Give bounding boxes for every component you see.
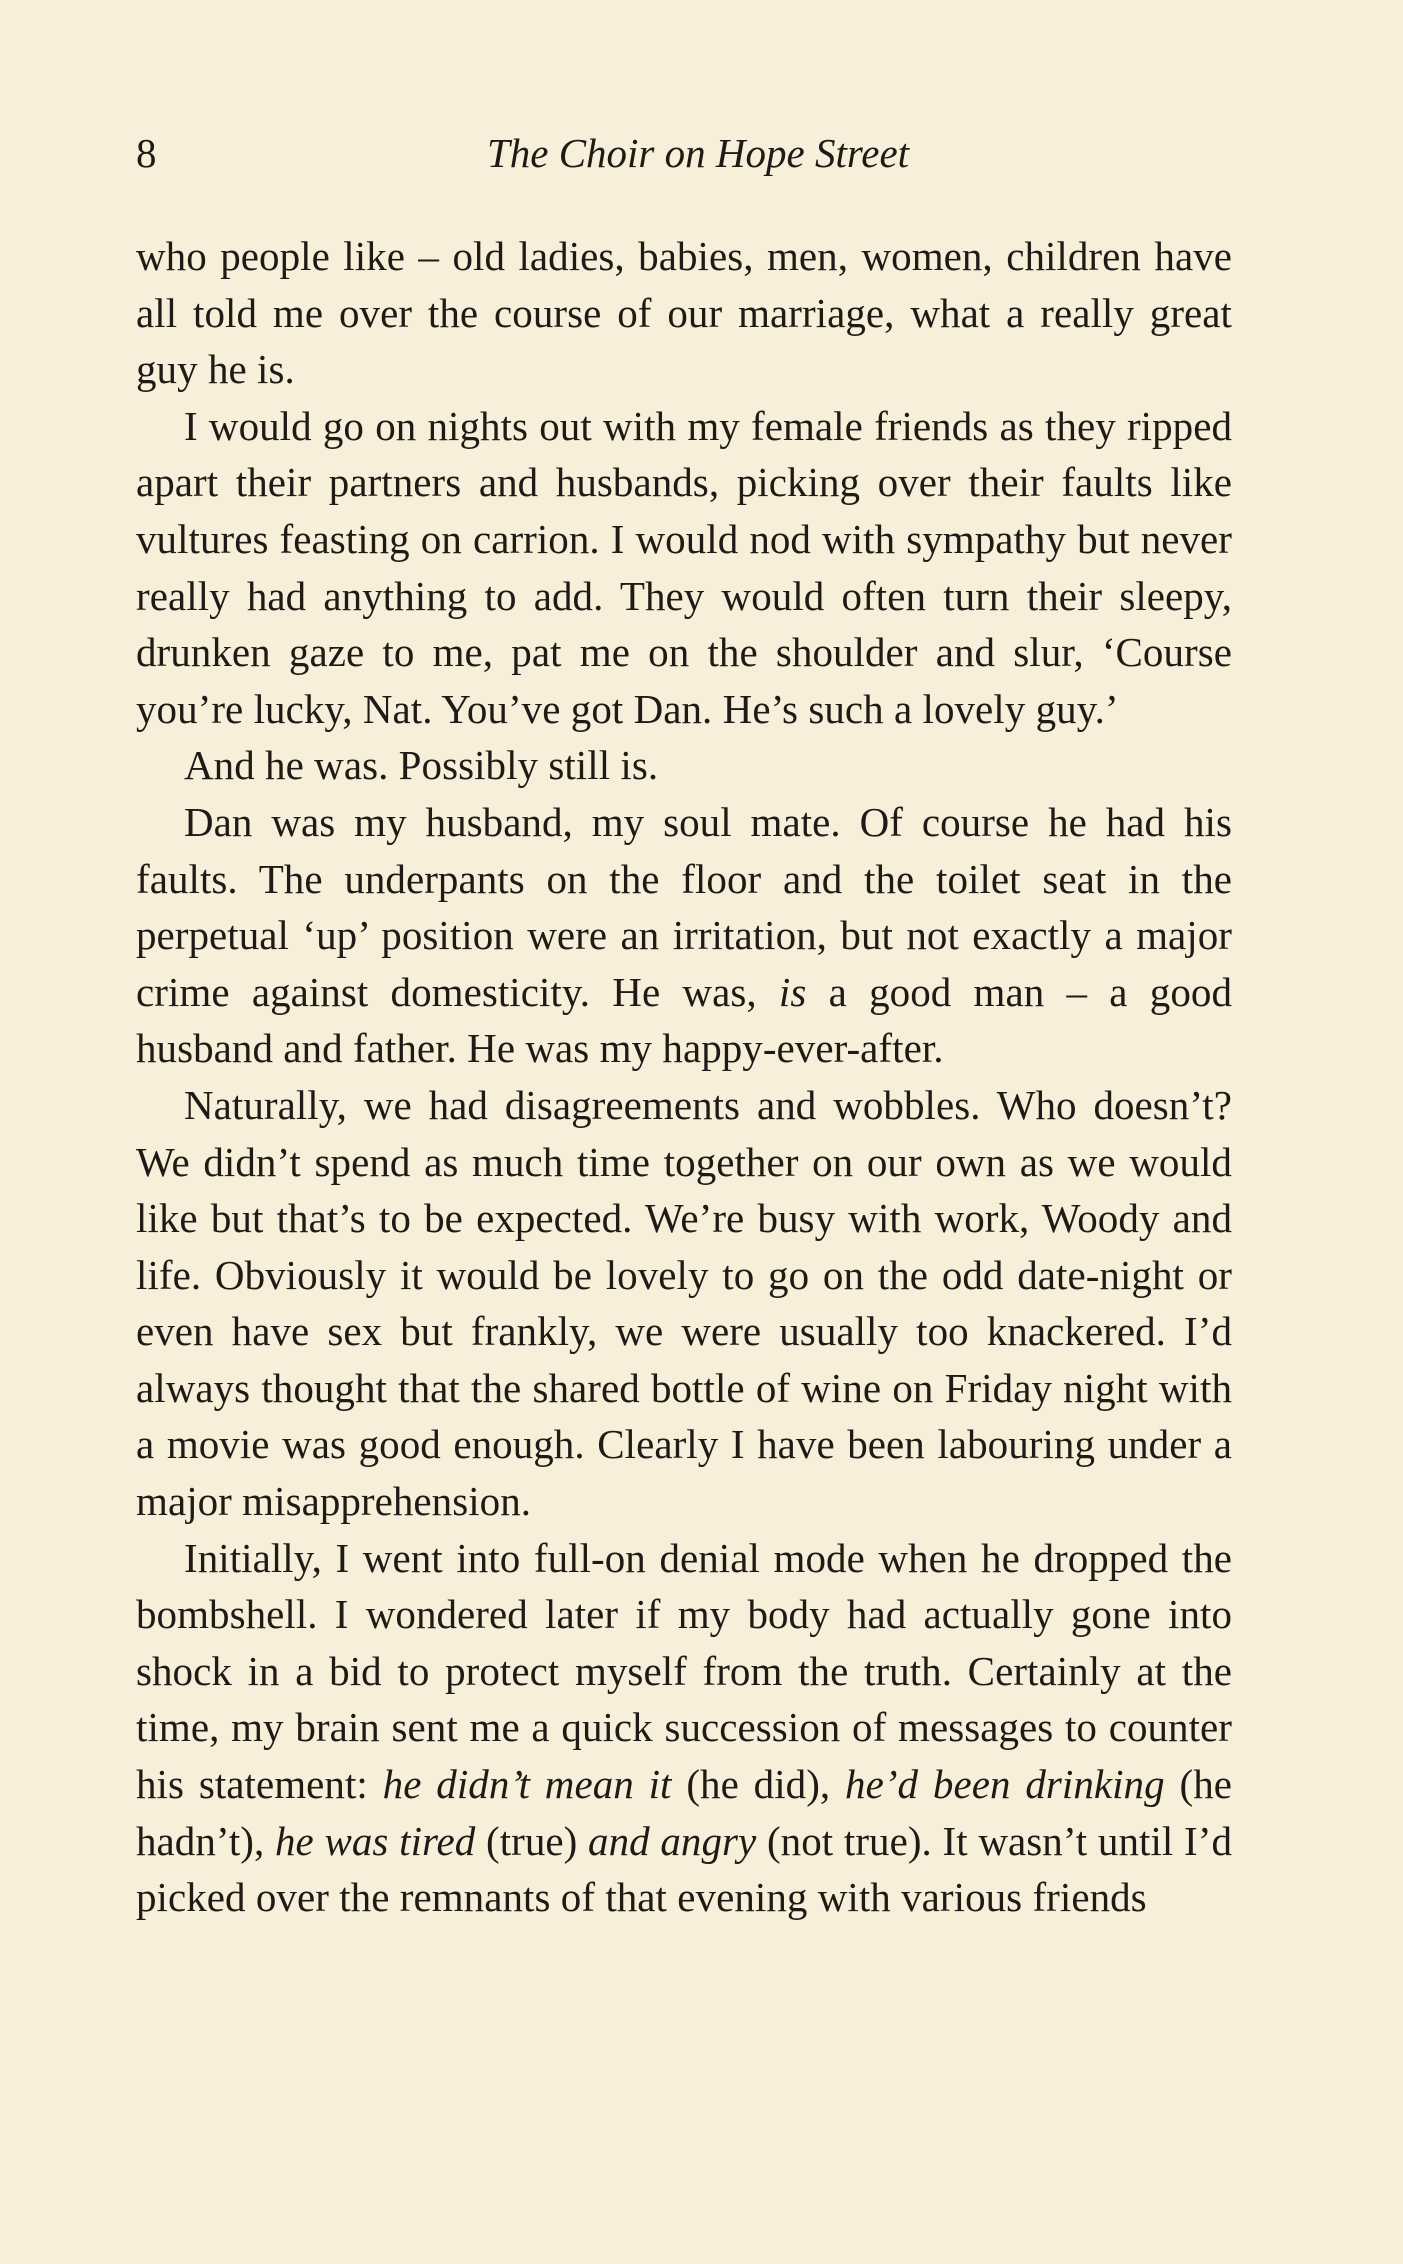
paragraph-text: (he did), (671, 1761, 846, 1808)
italic-emphasis: is (778, 968, 807, 1015)
italic-emphasis: and angry (588, 1817, 757, 1864)
paragraph-text: Naturally, we had disagreements and wobbles. Who doesn’t? We didn’t spend as much time together on our own as we would like but that’s to be expected. We’re busy with work, Woody and life. Obviously it would be lovely to go on the odd date-night or even have sex but frankly, we were usually too knackered. I’d always thought that the shared bottle of wine on Friday night with a movie was good enough. Clearly I have been labouring under a major misapprehension. (136, 1081, 1232, 1525)
book-title: The Choir on Hope Street (486, 130, 910, 176)
paragraph-text: I would go on nights out with my female friends as they ripped apart their partners and husbands, picking over their faults like vultures feasting on carrion. I would nod with sympathy but never really had anything to add. They would often turn their sleepy, drunken gaze to me, pat me on the shoulder and slur, ‘Course you’re lucky, Nat. You’ve got Dan. He’s such a lovely guy.’ (136, 402, 1232, 732)
paragraph-4 (136, 794, 1232, 1077)
page-header (136, 120, 1232, 186)
paragraph-2 (136, 398, 1232, 738)
paragraph-text: (true) (475, 1817, 589, 1864)
paragraph-text: Initially, I went into full-on denial mode when he dropped the bombshell. I wondered later if my body had actually gone into shock in a bid to protect myself from the truth. Certainly at the time, my brain sent me a quick succession of messages to counter his statement: (136, 1534, 1232, 1808)
paragraph-text: (he hadn’t), (136, 1761, 1232, 1864)
paragraph-text: a good man – a good husband and father. He was my happy-ever-after. (136, 968, 1233, 1072)
paragraph-text: (not true). It wasn’t until I’d picked over the remnants of that evening with various friends (136, 1817, 1232, 1921)
paragraph-text: Dan was my husband, my soul mate. Of course he had his faults. The underpants on the floor and the toilet seat in the perpetual ‘up’ position were an irritation, but not exactly a major crime against domesticity. He was, (136, 798, 1232, 1015)
page-number: 8 (136, 130, 157, 176)
paragraph-6 (136, 1530, 1232, 1926)
italic-emphasis: he was tired (275, 1817, 476, 1864)
paragraph-text: who people like – old ladies, babies, men, women, children have all told me over the course of our marriage, what a really great guy he is. (136, 233, 1232, 393)
paragraph-text: And he was. Possibly still is. (184, 742, 659, 789)
italic-emphasis: he didn’t mean it (382, 1761, 672, 1808)
italic-emphasis: he’d been drinking (845, 1761, 1165, 1808)
paragraph-1 (136, 228, 1232, 398)
body-text (136, 228, 1232, 1926)
paragraph-5 (136, 1077, 1232, 1530)
paragraph-3 (136, 737, 1232, 794)
